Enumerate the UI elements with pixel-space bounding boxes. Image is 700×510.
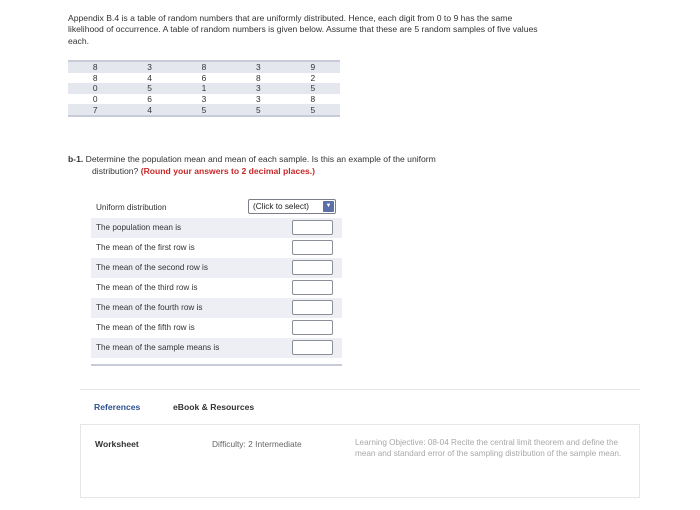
table-row bbox=[68, 61, 340, 73]
table-cell: 8 bbox=[68, 61, 122, 73]
table-cell: 3 bbox=[231, 94, 285, 105]
select-value: (Click to select) bbox=[253, 202, 309, 211]
second-row-mean-row bbox=[91, 258, 342, 278]
table-cell: 2 bbox=[286, 73, 340, 84]
sample-means-mean-label: The mean of the sample means is bbox=[96, 343, 220, 352]
second-row-mean-label: The mean of the second row is bbox=[96, 263, 208, 272]
first-row-mean-label: The mean of the first row is bbox=[96, 243, 195, 252]
table-cell: 5 bbox=[231, 104, 285, 116]
sample-means-mean-row bbox=[91, 338, 342, 358]
population-mean-row bbox=[91, 218, 342, 238]
third-row-mean-label: The mean of the third row is bbox=[96, 283, 198, 292]
population-mean-label: The population mean is bbox=[96, 223, 182, 232]
table-cell: 6 bbox=[177, 73, 231, 84]
table-row bbox=[68, 73, 340, 84]
first-row-mean-input[interactable] bbox=[292, 240, 333, 255]
question-text: Determine the population mean and mean of each sample. Is this an example of the uniform bbox=[85, 154, 436, 164]
table-cell: 4 bbox=[122, 73, 176, 84]
worksheet-label: Worksheet bbox=[95, 439, 139, 449]
table-cell: 1 bbox=[177, 83, 231, 94]
second-row-mean-input[interactable] bbox=[292, 260, 333, 275]
learning-objective: Learning Objective: 08-04 Recite the central limit theorem and define the mean and standard error of the sampling distribution of the sample mean. bbox=[355, 438, 622, 458]
answer-panel bbox=[91, 198, 342, 366]
table-cell: 5 bbox=[122, 83, 176, 94]
worksheet-panel bbox=[80, 424, 640, 498]
table-cell: 8 bbox=[68, 73, 122, 84]
table-cell: 4 bbox=[122, 104, 176, 116]
random-numbers-table bbox=[68, 60, 340, 117]
first-row-mean-row bbox=[91, 238, 342, 258]
table-cell: 3 bbox=[231, 83, 285, 94]
rounding-hint: (Round your answers to 2 decimal places.) bbox=[140, 165, 316, 176]
question-b1 bbox=[68, 154, 518, 177]
dropdown-arrow-icon: ▼ bbox=[323, 201, 334, 212]
table-cell: 0 bbox=[68, 83, 122, 94]
fourth-row-mean-row bbox=[91, 298, 342, 318]
table-cell: 6 bbox=[122, 94, 176, 105]
fifth-row-mean-input[interactable] bbox=[292, 320, 333, 335]
fourth-row-mean-input[interactable] bbox=[292, 300, 333, 315]
table-cell: 9 bbox=[286, 61, 340, 73]
fifth-row-mean-label: The mean of the fifth row is bbox=[96, 323, 195, 332]
table-cell: 7 bbox=[68, 104, 122, 116]
uniform-distribution-row bbox=[91, 198, 342, 218]
table-cell: 0 bbox=[68, 94, 122, 105]
resource-tabs bbox=[80, 389, 640, 426]
table-cell: 8 bbox=[231, 73, 285, 84]
problem-intro: Appendix B.4 is a table of random numbers that are uniformly distributed. Hence, each digit from 0 to 9 has the same likelihood of occurrence. A table of random numbers is given below. Assume that these are 5 random samples of five values each. bbox=[68, 13, 538, 46]
table-cell: 3 bbox=[231, 61, 285, 73]
table-row bbox=[68, 94, 340, 105]
uniform-distribution-label: Uniform distribution bbox=[96, 203, 167, 212]
table-cell: 8 bbox=[177, 61, 231, 73]
tab-references[interactable]: References bbox=[94, 402, 141, 412]
third-row-mean-row bbox=[91, 278, 342, 298]
question-text-line2: distribution? bbox=[92, 165, 139, 176]
third-row-mean-input[interactable] bbox=[292, 280, 333, 295]
table-row bbox=[68, 104, 340, 116]
population-mean-input[interactable] bbox=[292, 220, 333, 235]
difficulty-label: Difficulty: 2 Intermediate bbox=[212, 439, 302, 449]
fourth-row-mean-label: The mean of the fourth row is bbox=[96, 303, 203, 312]
question-number: b-1. bbox=[68, 154, 84, 164]
table-cell: 8 bbox=[286, 94, 340, 105]
question-text-cont bbox=[68, 166, 518, 178]
tab-ebook-resources[interactable]: eBook & Resources bbox=[173, 402, 255, 412]
uniform-distribution-select[interactable] bbox=[248, 199, 336, 214]
fifth-row-mean-row bbox=[91, 318, 342, 338]
table-cell: 5 bbox=[286, 83, 340, 94]
table-cell: 3 bbox=[122, 61, 176, 73]
table-cell: 3 bbox=[177, 94, 231, 105]
table-cell: 5 bbox=[177, 104, 231, 116]
sample-means-mean-input[interactable] bbox=[292, 340, 333, 355]
table-cell: 5 bbox=[286, 104, 340, 116]
table-row bbox=[68, 83, 340, 94]
